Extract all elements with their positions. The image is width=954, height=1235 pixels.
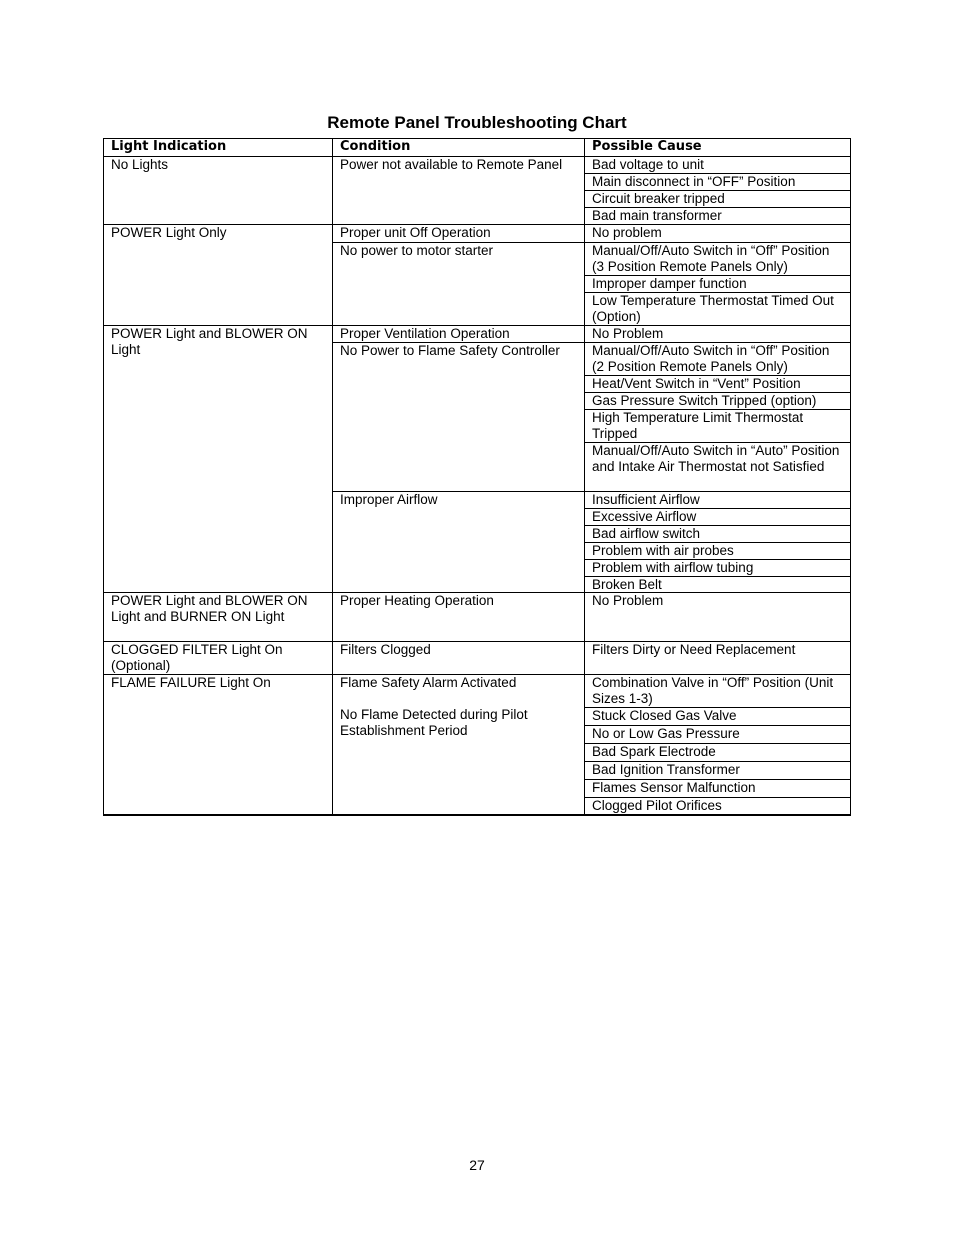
possible-cause-cell: Bad voltage to unit (592, 157, 704, 172)
light-indication-cell: FLAME FAILURE Light On (111, 675, 271, 690)
possible-cause-cell: Manual/Off/Auto Switch in “Off” Position (2 Position Remote Panels Only) (592, 343, 830, 374)
column-divider-2 (584, 138, 585, 815)
light-indication-cell: POWER Light and BLOWER ON Light (111, 326, 308, 357)
chart-title: Remote Panel Troubleshooting Chart (327, 113, 627, 132)
possible-cause-cell: Excessive Airflow (592, 509, 697, 524)
condition-cell: Proper Heating Operation (340, 593, 494, 608)
possible-cause-cell: Problem with airflow tubing (592, 560, 754, 575)
condition-cell: No power to motor starter (340, 243, 494, 258)
possible-cause-cell: Clogged Pilot Orifices (592, 798, 722, 813)
condition-cell: Proper unit Off Operation (340, 225, 491, 240)
possible-cause-cell: Broken Belt (592, 577, 662, 592)
column-divider-1 (332, 138, 333, 815)
header-possible-cause: Possible Cause (592, 139, 702, 154)
light-indication-cell: POWER Light Only (111, 225, 227, 240)
possible-cause-cell: Improper damper function (592, 276, 747, 291)
possible-cause-cell: High Temperature Limit Thermostat Tripped (592, 410, 804, 441)
possible-cause-cell: Combination Valve in “Off” Position (Unit Sizes 1-3) (592, 675, 834, 706)
possible-cause-cell: Main disconnect in “OFF” Position (592, 174, 796, 189)
possible-cause-cell: Bad airflow switch (592, 526, 701, 541)
possible-cause-cell: No or Low Gas Pressure (592, 726, 740, 741)
table-left-border (103, 138, 104, 815)
condition-rule (332, 815, 584, 816)
possible-cause-cell: No problem (592, 225, 662, 240)
light-indication-cell: No Lights (111, 157, 169, 172)
condition-cell: Power not available to Remote Panel (340, 157, 563, 172)
condition-cell: Proper Ventilation Operation (340, 326, 510, 341)
condition-detail: No Flame Detected during Pilot Establishment Period (340, 707, 528, 738)
condition-cell: Improper Airflow (340, 492, 438, 507)
possible-cause-cell: Low Temperature Thermostat Timed Out (Option) (592, 293, 834, 324)
possible-cause-cell: Bad Spark Electrode (592, 744, 716, 759)
possible-cause-cell: Bad Ignition Transformer (592, 762, 740, 777)
condition-cell: Flame Safety Alarm Activated No Flame Detected during Pilot Establishment Period (332, 675, 584, 815)
cause-rule (584, 815, 851, 816)
possible-cause-cell: No Problem (592, 326, 664, 341)
possible-cause-cell: Circuit breaker tripped (592, 191, 725, 206)
possible-cause-cell: Filters Dirty or Need Replacement (592, 642, 796, 657)
light-indication-cell: CLOGGED FILTER Light On (Optional) (111, 642, 283, 673)
light-indication-cell: POWER Light and BLOWER ON Light and BURNER ON Light (111, 593, 308, 624)
header-light-indication: Light Indication (111, 139, 227, 154)
possible-cause-cell: Insufficient Airflow (592, 492, 700, 507)
possible-cause-cell: Heat/Vent Switch in “Vent” Position (592, 376, 801, 391)
table-bottom-border (103, 814, 851, 815)
possible-cause-cell: Manual/Off/Auto Switch in “Off” Position (3 Position Remote Panels Only) (592, 243, 830, 274)
troubleshooting-table (103, 138, 851, 815)
header-condition: Condition (340, 139, 411, 154)
possible-cause-cell: Stuck Closed Gas Valve (592, 708, 737, 723)
possible-cause-cell: Gas Pressure Switch Tripped (option) (592, 393, 817, 408)
table-right-border (850, 138, 851, 815)
table-top-border (103, 138, 851, 139)
condition-cell: No Power to Flame Safety Controller (340, 343, 560, 358)
page-number: 27 (469, 1157, 485, 1173)
condition-cell: Filters Clogged (340, 642, 431, 657)
possible-cause-cell: Bad main transformer (592, 208, 722, 223)
possible-cause-cell: Flames Sensor Malfunction (592, 780, 756, 795)
group-rule (103, 815, 332, 816)
possible-cause-cell: No Problem (592, 593, 664, 608)
possible-cause-cell: Problem with air probes (592, 543, 734, 558)
possible-cause-cell: Manual/Off/Auto Switch in “Auto” Position and Intake Air Thermostat not Satisfied (592, 443, 840, 474)
